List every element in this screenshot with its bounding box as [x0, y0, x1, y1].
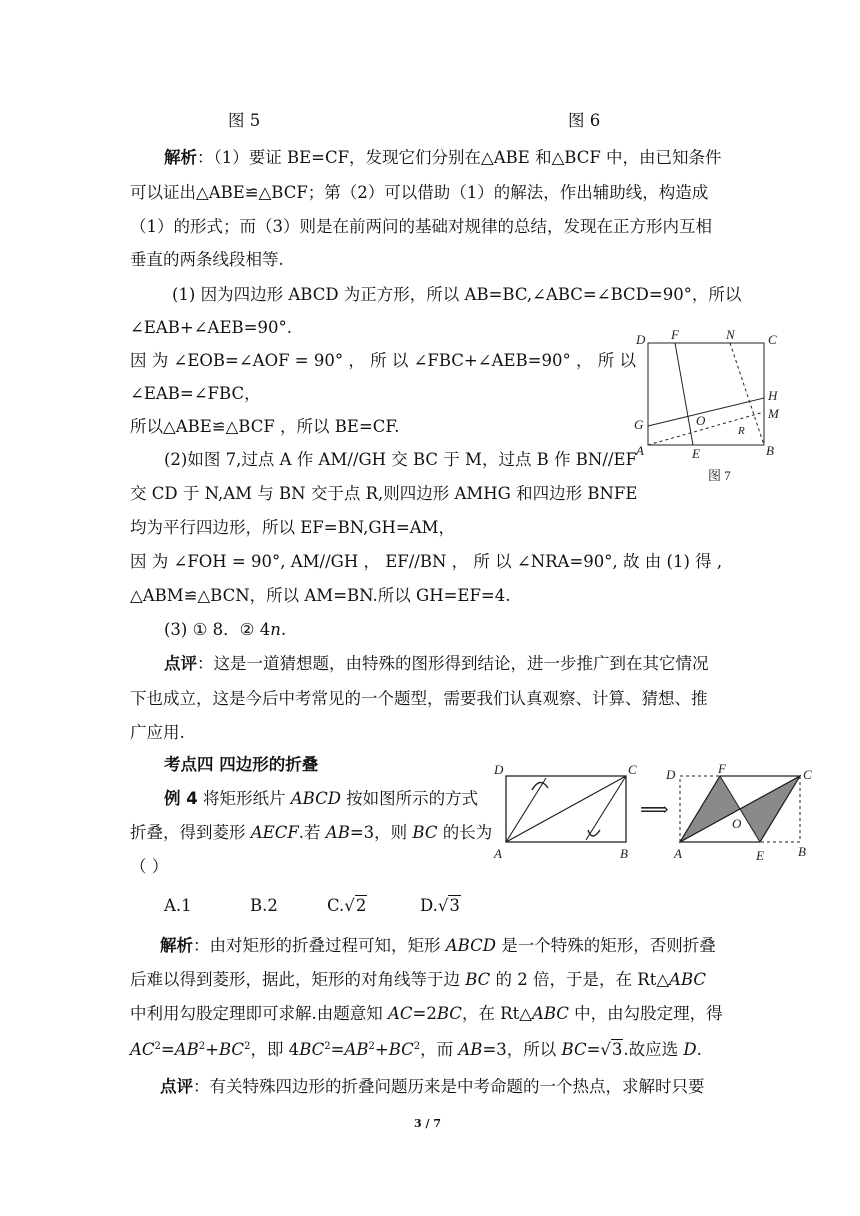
diagonal-ac-right	[680, 776, 800, 842]
shaded-triangle-left	[680, 776, 740, 842]
solution-line: (3) ① 8．② 4n.	[164, 620, 287, 639]
figure-7-diagram	[628, 324, 790, 486]
analysis-2-label: 解析	[160, 936, 193, 955]
example-line: 例 4 将矩形纸片 ABCD 按如图所示的方式	[164, 789, 479, 808]
analysis-paragraph-line: （1）的形式；而（3）则是在前两问的基础对规律的总结，发现在正方形内互相	[130, 217, 712, 236]
sqrt-symbol: √3	[437, 896, 460, 915]
sqrt-symbol: √2	[344, 896, 367, 915]
comment-line: 点评：这是一道猜想题，由特殊的图形得到结论，进一步推广到在其它情况	[164, 654, 709, 673]
segment-gh	[648, 398, 764, 426]
folding-diagram	[488, 758, 818, 870]
solution-line: ∠EAB=∠FBC，	[130, 384, 261, 403]
label-e: E	[692, 446, 700, 461]
comment-2-line: 点评：有关特殊四边形的折叠问题历来是中考命题的一个热点，求解时只要	[160, 1077, 705, 1096]
analysis-2-line: $AC^2=AB^2+BC^2$，即 $4BC^2=AB^2+BC^2$，而 AB=3，所以 BC=√3.故应选 D.	[130, 1040, 702, 1059]
rhombus-label-o: O	[732, 816, 742, 831]
option-b: B.2	[250, 896, 278, 915]
label-m: M	[768, 406, 779, 421]
comment-line: 广应用.	[130, 723, 185, 742]
fold-arrow-bottom	[588, 830, 600, 836]
option-a: A.1	[164, 896, 192, 915]
figure-7-caption: 图 7	[708, 468, 731, 483]
page-number: 3 / 7	[414, 1117, 441, 1130]
example-answer-blank: （ ）	[130, 857, 169, 876]
rhombus-label-f: F	[718, 761, 726, 776]
fold-line-right	[586, 776, 626, 840]
rhombus-label-c: C	[803, 767, 812, 782]
analysis-2-line: 解析：由对矩形的折叠过程可知，矩形 ABCD 是一个特殊的矩形，否则折叠	[160, 936, 716, 955]
example-line: 折叠，得到菱形 AECF.若 AB=3，则 BC 的长为	[130, 823, 493, 842]
analysis-paragraph-line: 垂直的两条线段相等.	[130, 250, 284, 269]
label-f: F	[671, 327, 679, 342]
label-a: A	[636, 443, 644, 458]
rhombus-label-a: A	[674, 846, 682, 861]
analysis-label: 解析	[164, 148, 197, 167]
analysis-2-line: 中利用勾股定理即可求解.由题意知 AC=2BC，在 Rt△ABC 中，由勾股定理，得	[130, 1004, 723, 1023]
shaded-triangle-right	[740, 776, 800, 842]
sqrt-symbol: √3	[600, 1040, 623, 1059]
label-b: B	[766, 443, 774, 458]
transform-arrow: ⟹	[640, 799, 669, 821]
section-title: 考点四 四边形的折叠	[164, 755, 319, 774]
rect-label-a: A	[494, 846, 502, 861]
figure-6-caption: 图 6	[568, 111, 601, 130]
label-d: D	[636, 332, 646, 347]
rhombus-label-d: D	[666, 767, 676, 782]
comment-line: 下也成立，这是今后中考常见的一个题型，需要我们认真观察、计算、猜想、推	[130, 689, 708, 708]
solution-line: 均为平行四边形，所以 EF=BN,GH=AM，	[130, 518, 456, 537]
rhombus-label-e: E	[756, 848, 764, 863]
fold-line-left	[506, 778, 546, 842]
label-r: R	[738, 425, 745, 437]
analysis-paragraph-line: 可以证出△ABE≌△BCF；第（2）可以借助（1）的解法，作出辅助线，构造成	[130, 183, 709, 202]
solution-line: 因 为 ∠FOH = 90°, AM//GH ， EF//BN ， 所 以 ∠NRA=90°, 故 由 (1) 得 ,	[130, 552, 723, 571]
solution-line: ∠EAB+∠AEB=90°.	[130, 318, 292, 337]
example-label: 例 4	[164, 789, 198, 808]
solution-line: (2)如图 7,过点 A 作 AM//GH 交 BC 于 M，过点 B 作 BN//EF	[164, 450, 637, 469]
analysis-2-line: 后难以得到菱形，据此，矩形的对角线等于边 BC 的 2 倍，于是，在 Rt△ABC	[130, 970, 707, 989]
diagonal-ac	[506, 776, 626, 842]
segment-bn	[730, 343, 764, 445]
option-c: C.√2	[327, 896, 367, 915]
square-abcd	[648, 343, 764, 445]
solution-line: 交 CD 于 N,AM 与 BN 交于点 R,则四边形 AMHG 和四边形 BNFE	[130, 484, 638, 503]
figure-5-caption: 图 5	[228, 111, 261, 130]
label-n: N	[726, 327, 735, 342]
label-h: H	[768, 388, 778, 403]
fold-arrow-top	[532, 782, 548, 790]
rect-label-c: C	[628, 762, 637, 777]
option-d: D.√3	[420, 896, 460, 915]
solution-line: 所以△ABE≌△BCF ，所以 BE=CF.	[130, 417, 400, 436]
solution-line: △ABM≌△BCN，所以 AM=BN.所以 GH=EF=4.	[130, 586, 511, 605]
label-o: O	[696, 413, 706, 428]
rect-label-d: D	[494, 762, 504, 777]
segment-ef	[675, 343, 693, 445]
comment-label: 点评	[164, 654, 197, 673]
analysis-paragraph-line: 解析：（1）要证 BE=CF，发现它们分别在△ABE 和△BCF 中，由已知条件	[164, 148, 722, 167]
solution-line: 因 为 ∠EOB=∠AOF = 90° ， 所 以 ∠FBC+∠AEB=90° ， 所 以	[130, 351, 636, 370]
label-g: G	[634, 417, 644, 432]
label-c: C	[768, 332, 777, 347]
solution-line: (1) 因为四边形 ABCD 为正方形，所以 AB=BC,∠ABC=∠BCD=90°，所以	[172, 285, 742, 304]
rhombus-label-b: B	[798, 844, 806, 859]
segment-am	[648, 412, 764, 445]
comment-2-label: 点评	[160, 1077, 193, 1096]
rect-label-b: B	[620, 846, 628, 861]
